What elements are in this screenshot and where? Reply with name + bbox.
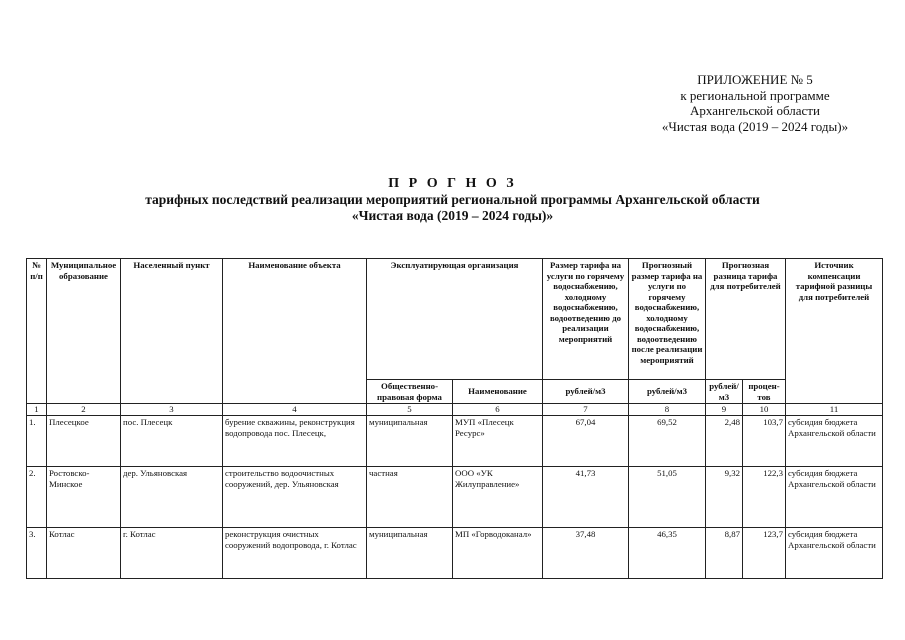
header-operator-form: Общественно-правовая форма [367,380,453,404]
col-number: 3 [121,404,223,416]
cell-municipality: Плесецкое [47,416,121,467]
cell-num: 2. [27,467,47,528]
cell-tariff-before: 67,04 [543,416,629,467]
cell-diff-rub: 2,48 [706,416,743,467]
cell-num: 3. [27,528,47,579]
appendix-header [600,72,905,134]
cell-form: муниципальная [367,528,453,579]
col-number: 9 [706,404,743,416]
header-num: № п/п [27,259,47,404]
appendix-line-4: «Чистая вода (2019 – 2024 годы)» [661,118,849,134]
table-header-row [27,259,883,380]
header-tariff-size: Размер тарифа на услуги по горячему водоснабжению, холодному водоснабжению, водоотведению до реализации мероприятий [543,259,629,380]
table-row [27,528,883,579]
cell-source: субсидия бюджета Архангельской области [786,416,883,467]
forecast-table [26,258,883,579]
header-difference: Прогнозная разница тарифа для потребителей [706,259,786,380]
cell-diff-rub: 8,87 [706,528,743,579]
col-number: 7 [543,404,629,416]
col-number: 10 [743,404,786,416]
title-main: П Р О Г Н О З [388,176,517,191]
cell-tariff-before: 41,73 [543,467,629,528]
cell-operator-name: МП «Горводоканал» [453,528,543,579]
cell-settlement: пос. Плесецк [121,416,223,467]
title-line-3: «Чистая вода (2019 – 2024 годы)» [351,208,554,223]
col-number: 6 [453,404,543,416]
header-settlement: Населенный пункт [121,259,223,404]
col-number: 2 [47,404,121,416]
cell-tariff-after: 51,05 [629,467,706,528]
cell-operator-name: ООО «УК Жилуправление» [453,467,543,528]
col-number: 8 [629,404,706,416]
cell-form: частная [367,467,453,528]
cell-municipality: Котлас [47,528,121,579]
column-numbers-row [27,404,883,416]
cell-source: субсидия бюджета Архангельской области [786,528,883,579]
header-operator-name: Наименование [453,380,543,404]
col-number: 1 [27,404,47,416]
cell-tariff-before: 37,48 [543,528,629,579]
cell-diff-pct: 103,7 [743,416,786,467]
appendix-line-3: Архангельской области [690,103,820,118]
cell-diff-pct: 123,7 [743,528,786,579]
table-row [27,467,883,528]
col-number: 11 [786,404,883,416]
cell-operator-name: МУП «Плесецк Ресурс» [453,416,543,467]
header-operator: Эксплуатирующая организация [367,259,543,380]
header-tariff-forecast-unit: рублей/м3 [629,380,706,404]
col-number: 4 [223,404,367,416]
document-title [0,176,905,224]
header-object: Наименование объекта [223,259,367,404]
appendix-number: ПРИЛОЖЕНИЕ № 5 [697,72,813,87]
cell-form: муниципальная [367,416,453,467]
cell-tariff-after: 69,52 [629,416,706,467]
cell-object: реконструкция очистных сооружений водопровода, г. Котлас [223,528,367,579]
cell-object: строительство водоочистных сооружений, дер. Ульяновская [223,467,367,528]
header-tariff-size-unit: рублей/м3 [543,380,629,404]
appendix-line-2: к региональной программе [680,87,830,103]
cell-source: субсидия бюджета Архангельской области [786,467,883,528]
cell-num: 1. [27,416,47,467]
cell-settlement: дер. Ульяновская [121,467,223,528]
col-number: 5 [367,404,453,416]
cell-municipality: Ростовско-Минское [47,467,121,528]
table-row [27,416,883,467]
cell-diff-pct: 122,3 [743,467,786,528]
header-difference-pct: процен-тов [743,380,786,404]
header-municipality: Муниципальное образование [47,259,121,404]
cell-settlement: г. Котлас [121,528,223,579]
cell-tariff-after: 46,35 [629,528,706,579]
cell-diff-rub: 9,32 [706,467,743,528]
header-difference-rub: рублей/ м3 [706,380,743,404]
header-source: Источник компенсации тарифной разницы для потребителей [786,259,883,404]
cell-object: бурение скважины, реконструкция водопровода пос. Плесецк, [223,416,367,467]
title-line-2: тарифных последствий реализации мероприятий региональной программы Архангельской области [145,192,760,207]
header-tariff-forecast: Прогнозный размер тарифа на услуги по горячему водоснабжению, холодному водоснабжению, водоотведению после реализации мероприятий [629,259,706,380]
